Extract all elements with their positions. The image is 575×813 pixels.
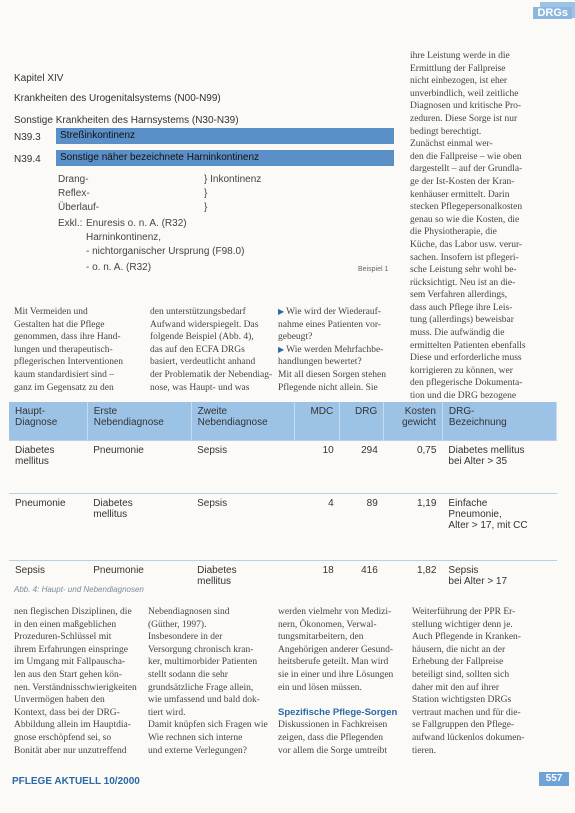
- text-line: sche Leistung sehr wohl be-: [410, 265, 517, 276]
- text-line: in den einen maßgeblichen: [14, 619, 117, 630]
- table-header-cell: Zweite Nebendiagnose: [191, 402, 295, 441]
- example-subgroup: Sonstige Krankheiten des Harnsystems (N30-N39): [14, 115, 239, 126]
- incl-line-right: }: [204, 202, 208, 213]
- incl-line-right: }: [204, 188, 208, 199]
- text-line: Station wichtigsten DRGs: [412, 695, 512, 706]
- text-line: tiert wird.: [148, 707, 186, 718]
- table-row: [9, 494, 557, 561]
- incl-line: Reflex-: [58, 188, 90, 199]
- code-number: N39.4: [14, 154, 41, 165]
- text-line: pflegerischen Interventionen: [14, 357, 123, 368]
- text-line: Ermittlung der Fallpreise: [410, 63, 506, 74]
- example-chapter: Kapitel XIV: [14, 73, 64, 84]
- text-line: zeigen, dass die Pflegenden: [278, 732, 383, 743]
- excl-label: Exkl.:: [58, 218, 83, 229]
- text-line: beteiligt sind, sollten sich: [412, 669, 510, 680]
- text-line: Abbildung allein im Hauptdia-: [14, 720, 131, 731]
- text-line: bedingt berechtigt.: [410, 126, 482, 137]
- text-line: aufwand lückenlos dokumen-: [412, 732, 525, 743]
- text-line: stellt sodann die sehr: [148, 669, 228, 680]
- bottom-column-4: [412, 606, 562, 757]
- text-line: dargestellt – auf der Grundla-: [410, 164, 523, 175]
- code-label-bar: Sonstige näher bezeichnete Harninkontinenz: [56, 150, 394, 166]
- page-number: 557: [539, 772, 569, 786]
- mid-column-2: [150, 306, 274, 394]
- text-line: Damit knüpfen sich Fragen wie: [148, 720, 268, 731]
- text-line: Weiterführung der PPR Er-: [412, 607, 516, 617]
- text-line: vor allem die Sorge umtreibt: [278, 745, 388, 756]
- text-line: Aufwand widerspiegelt. Das: [150, 319, 259, 330]
- text-line: nicht einbezogen, ist eher: [410, 76, 508, 87]
- text-line: Mit all diesen Sorgen stehen: [278, 369, 387, 380]
- text-line: ▶ Wie werden Mehrfachbe-: [278, 344, 384, 355]
- text-line: Pflegende nicht allein. Sie: [278, 382, 378, 393]
- text-line: genommen, dass ihre Hand-: [14, 332, 121, 343]
- example-group: Krankheiten des Urogenitalsystems (N00-N99): [14, 93, 221, 104]
- text-line: werden vielmehr von Medizi-: [278, 607, 392, 617]
- text-line: das auf den ECFA DRGs: [150, 344, 245, 355]
- table-cell: 294: [340, 441, 384, 494]
- text-line: vertraut machen und für die-: [412, 707, 521, 718]
- text-line: kaum standardisiert sind –: [14, 369, 114, 380]
- text-line: Wie rechnen sich interne: [148, 732, 243, 743]
- table-cell: 1,19: [384, 494, 443, 561]
- table-cell: Diabetes mellitus: [9, 441, 87, 494]
- text-line: nern, Ökonomen, Verwal-: [278, 619, 377, 630]
- text-line: ihre Leistung werde in die: [410, 51, 510, 61]
- table-row: [9, 441, 557, 494]
- text-line: Insbesondere in der: [148, 632, 223, 643]
- text-line: kenhäuser ermittelt. Darin: [410, 189, 510, 200]
- text-line: dass auch Pflege ihre Leis-: [410, 302, 513, 313]
- table-cell: Diabetes mellitus: [191, 561, 295, 614]
- text-line: Prozeduren-Schlüssel mit: [14, 632, 112, 643]
- table-cell: Sepsis bei Alter > 17: [442, 561, 556, 614]
- incl-line: Überlauf-: [58, 202, 100, 213]
- excl-item: Enuresis o. n. A. (R32): [86, 218, 187, 229]
- text-line: im Umgang mit Fallpauscha-: [14, 657, 126, 668]
- table-cell: 4: [295, 494, 340, 561]
- text-line: Diskussionen in Fachkreisen: [278, 720, 388, 731]
- text-line: nen. Verständnisschwierigkeiten: [14, 682, 137, 693]
- table-cell: Pneumonie: [87, 441, 191, 494]
- table-header-row: [9, 402, 557, 441]
- table-cell: Diabetes mellitus: [87, 494, 191, 561]
- bullet-arrow-icon: ▶: [278, 344, 287, 354]
- footer-publication: PFLEGE AKTUELL 10/2000: [12, 776, 140, 787]
- text-line: Nebendiagnosen sind: [148, 607, 230, 617]
- table-cell: 89: [340, 494, 384, 561]
- text-line: ermittelten Patienten ebenfalls: [410, 340, 526, 351]
- code-label-bar: Streßinkontinenz: [56, 128, 394, 144]
- text-line: muss. Die aufwändig die: [410, 328, 505, 339]
- text-line: grundsätzliche Frage allein,: [148, 682, 254, 693]
- text-line: Auch Pflegende in Kranken-: [412, 632, 521, 643]
- mid-column-1: [14, 306, 138, 394]
- text-line: nen flegischen Disziplinen, die: [14, 607, 132, 617]
- text-line: lungen und therapeutisch-: [14, 344, 113, 355]
- incl-line: Drang-: [58, 174, 89, 185]
- table-cell: 1,82: [384, 561, 443, 614]
- table-header-cell: Haupt- Diagnose: [9, 402, 87, 441]
- text-line: ▶ Wie wird der Wiederauf-: [278, 307, 381, 317]
- text-line: Mit Vermeiden und: [14, 307, 88, 317]
- text-line: und externe Verlegungen?: [148, 745, 248, 756]
- text-line: sachen. Insofern ist pflegeri-: [410, 252, 519, 263]
- text-line: gebeugt?: [278, 332, 313, 343]
- text-line: Küche, das Labor usw. verur-: [410, 239, 523, 250]
- text-line: sie in einer und ihre Lösungen: [278, 669, 394, 680]
- text-line: [278, 694, 406, 707]
- excl-item: - o. n. A. (R32): [86, 262, 152, 273]
- table-header-cell: DRG- Bezeichnung: [442, 402, 556, 441]
- text-line: Angehörigen anderer Gesund-: [278, 644, 394, 655]
- diagnosis-table: [9, 402, 557, 613]
- excl-item: Harninkontinenz,: [86, 232, 162, 243]
- table-header-cell: Kosten gewicht: [384, 402, 443, 441]
- text-line: nahme eines Patienten vor-: [278, 319, 381, 330]
- text-line: unverbindlich, weil zeitliche: [410, 88, 519, 99]
- text-line: wie umfassend und bald dok-: [148, 695, 260, 706]
- bullet-arrow-icon: ▶: [278, 307, 287, 316]
- text-line: basiert, verdeutlicht anhand: [150, 357, 256, 368]
- text-line: tion und die DRG bezogene: [410, 391, 517, 402]
- text-line: ein und lösen müssen.: [278, 682, 362, 693]
- text-line: Unvermögen haben den: [14, 695, 105, 706]
- text-line: tung (allerdings) beweisbar: [410, 315, 514, 326]
- table-cell: Sepsis: [191, 494, 295, 561]
- text-line: folgende Beispiel (Abb. 4),: [150, 332, 254, 343]
- mid-column-3: [278, 306, 402, 394]
- text-line: se Fallgruppen den Pflege-: [412, 720, 515, 731]
- text-line: Gestalten hat die Pflege: [14, 319, 105, 330]
- text-line: ge der Ist-Kosten der Kran-: [410, 176, 515, 187]
- text-line: sem Verfahren allerdings,: [410, 290, 508, 301]
- text-line: tungsmitarbeitern, den: [278, 632, 364, 643]
- table-cell: Sepsis: [191, 441, 295, 494]
- text-line: den pflegerische Dokumenta-: [410, 378, 523, 389]
- text-line: (Güther, 1997).: [148, 619, 207, 630]
- text-line: stecken Pflegepersonalkosten: [410, 202, 523, 213]
- text-line: heitsberufe geteilt. Man wird: [278, 657, 389, 668]
- table-cell: Pneumonie: [9, 494, 87, 561]
- table-cell: Pneumonie: [87, 561, 191, 614]
- table-cell: Diabetes mellitus bei Alter > 35: [442, 441, 556, 494]
- text-line: Diagnosen und kritische Pro-: [410, 101, 522, 112]
- text-line: häusern, die nicht an der: [412, 644, 506, 655]
- subheading: Spezifische Pflege-Sorgen: [278, 706, 398, 718]
- text-line: Diese und erforderliche muss: [410, 353, 522, 364]
- text-line: Bonität aber nur unzutreffend: [14, 745, 127, 756]
- table-header-cell: Erste Nebendiagnose: [87, 402, 191, 441]
- text-line: genau so wie die Kosten, die: [410, 214, 520, 225]
- text-line: ker, multimorbider Patienten: [148, 657, 258, 668]
- table-cell: Einfache Pneumonie, Alter > 17, mit CC: [442, 494, 556, 561]
- bottom-column-1: [14, 606, 142, 757]
- bottom-column-2: [148, 606, 276, 757]
- text-line: tieren.: [412, 745, 437, 756]
- text-line: ihrem Erfahrungen einspringe: [14, 644, 128, 655]
- table-cell: 10: [295, 441, 340, 494]
- incl-line-right: } Inkontinenz: [204, 174, 262, 185]
- text-line: die Physiotherapie, die: [410, 227, 497, 238]
- text-line: Zunächst einmal wer-: [410, 139, 493, 150]
- text-line: len aus den Start gehen kön-: [14, 669, 122, 680]
- table-header-cell: DRG: [340, 402, 384, 441]
- table-header-cell: MDC: [295, 402, 340, 441]
- table-cell: 18: [295, 561, 340, 614]
- code-number: N39.3: [14, 132, 41, 143]
- text-line: korrigieren zu können, wer: [410, 365, 513, 376]
- right-column: [410, 50, 570, 403]
- text-line: Erhebung der Fallpreise: [412, 657, 504, 668]
- text-line: der Problematik der Nebendiag-: [150, 369, 273, 380]
- text-line: zeduren. Diese Sorge ist nur: [410, 113, 518, 124]
- text-line: Kontext, dass bei der DRG-: [14, 707, 120, 718]
- table-cell: 0,75: [384, 441, 443, 494]
- table-caption: Abb. 4: Haupt- und Nebendiagnosen: [14, 585, 144, 594]
- text-line: Versorgung chronisch kran-: [148, 644, 254, 655]
- excl-item: - nichtorganischer Ursprung (F98.0): [86, 246, 245, 257]
- table-cell: Sepsis: [9, 561, 87, 614]
- table-cell: 416: [340, 561, 384, 614]
- text-line: ganz im Gegensatz zu den: [14, 382, 114, 393]
- bottom-column-3: [278, 606, 406, 757]
- example-caption: Beispiel 1: [358, 266, 389, 273]
- text-line: handlungen bewertet?: [278, 357, 362, 368]
- text-line: den die Fallpreise – wie oben: [410, 151, 522, 162]
- text-line: den unterstützungsbedarf: [150, 307, 246, 317]
- text-line: gnose erschöpfend sei, so: [14, 732, 112, 743]
- text-line: nose, was Haupt- und was: [150, 382, 250, 393]
- text-line: rücksichtigt. Neu ist an die-: [410, 277, 516, 288]
- section-tag: DRGs: [462, 7, 572, 19]
- text-line: daher mit den auf ihrer: [412, 682, 500, 693]
- text-line: stellung wichtiger denn je.: [412, 619, 513, 630]
